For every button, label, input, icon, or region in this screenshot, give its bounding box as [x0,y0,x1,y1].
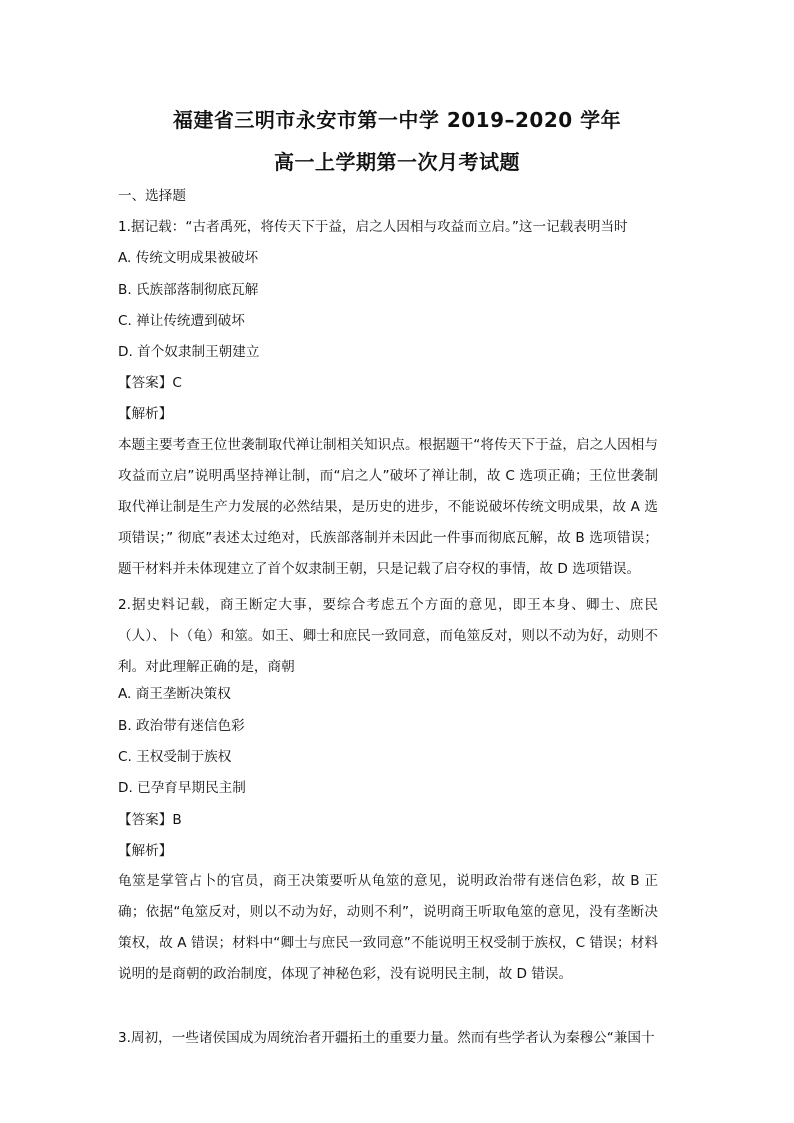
question-2-option-b: B. 政治带有迷信色彩 [118,718,245,734]
question-2-stem: 2.据史料记载，商王断定大事，要综合考虑五个方面的意见，即王本身、卿士、庶民（人）、卜（龟）和筮。如王、卿士和庶民一致同意，而龟筮反对，则以不动为好，动则不利。对此理解正确的是，商朝 [118,597,658,675]
document-title-line2: 高一上学期第一次月考试题 [274,150,520,174]
question-2-answer: 【答案】B [118,812,182,828]
question-2-analysis-label: 【解析】 [118,843,173,859]
question-2-option-a: A. 商王垄断决策权 [118,686,231,702]
question-1-option-b: B. 氏族部落制彻底瓦解 [118,282,259,298]
question-2-analysis: 龟筮是掌管占卜的官员，商王决策要听从龟筮的意见，说明政治带有迷信色彩，故 B 正确；依据“龟筮反对，则以不动为好，动则不利”，说明商王听取龟筮的意见，没有垄断决策权，故 A 错误；材料中“卿士与庶民一致同意”不能说明王权受制于族权，C 错误；材料说明的是商朝的政治制度，体现了神秘色彩，没有说明民主制，故 D 错误。 [118,873,658,982]
section-heading: 一、选择题 [118,188,186,204]
question-3-stem: 3.周初，一些诸侯国成为周统治者开疆拓土的重要力量。然而有些学者认为秦穆公“兼国十 [118,1030,655,1046]
question-1-answer: 【答案】C [118,375,182,391]
question-1-option-c: C. 禅让传统遭到破坏 [118,313,245,329]
question-1-option-d: D. 首个奴隶制王朝建立 [118,344,260,360]
question-1-option-a: A. 传统文明成果被破坏 [118,250,259,266]
question-1-analysis: 本题主要考查王位世袭制取代禅让制相关知识点。根据题干“将传天下于益，启之人因相与攻益而立启”说明禹坚持禅让制，而“启之人”破坏了禅让制，故 C 选项正确；王位世袭制取代禅让制是生产力发展的必然结果，是历史的进步，不能说破坏传统文明成果，故 A 选项错误；” 彻底”表述太过绝对，氏族部落制并未因此一件事而彻底瓦解，故 B 选项错误；题干材料并未体现建立了首个奴隶制王朝，只是记载了启夺权的事情，故 D 选项错误。 [118,437,658,577]
question-2-option-d: D. 已孕育早期民主制 [118,780,246,796]
document-title-line1: 福建省三明市永安市第一中学 2019–2020 学年 [172,108,622,132]
question-2-option-c: C. 王权受制于族权 [118,749,232,765]
question-1-stem: 1.据记载：“古者禹死，将传天下于益，启之人因相与攻益而立启。”这一记载表明当时 [118,219,628,235]
question-1-analysis-label: 【解析】 [118,406,173,422]
